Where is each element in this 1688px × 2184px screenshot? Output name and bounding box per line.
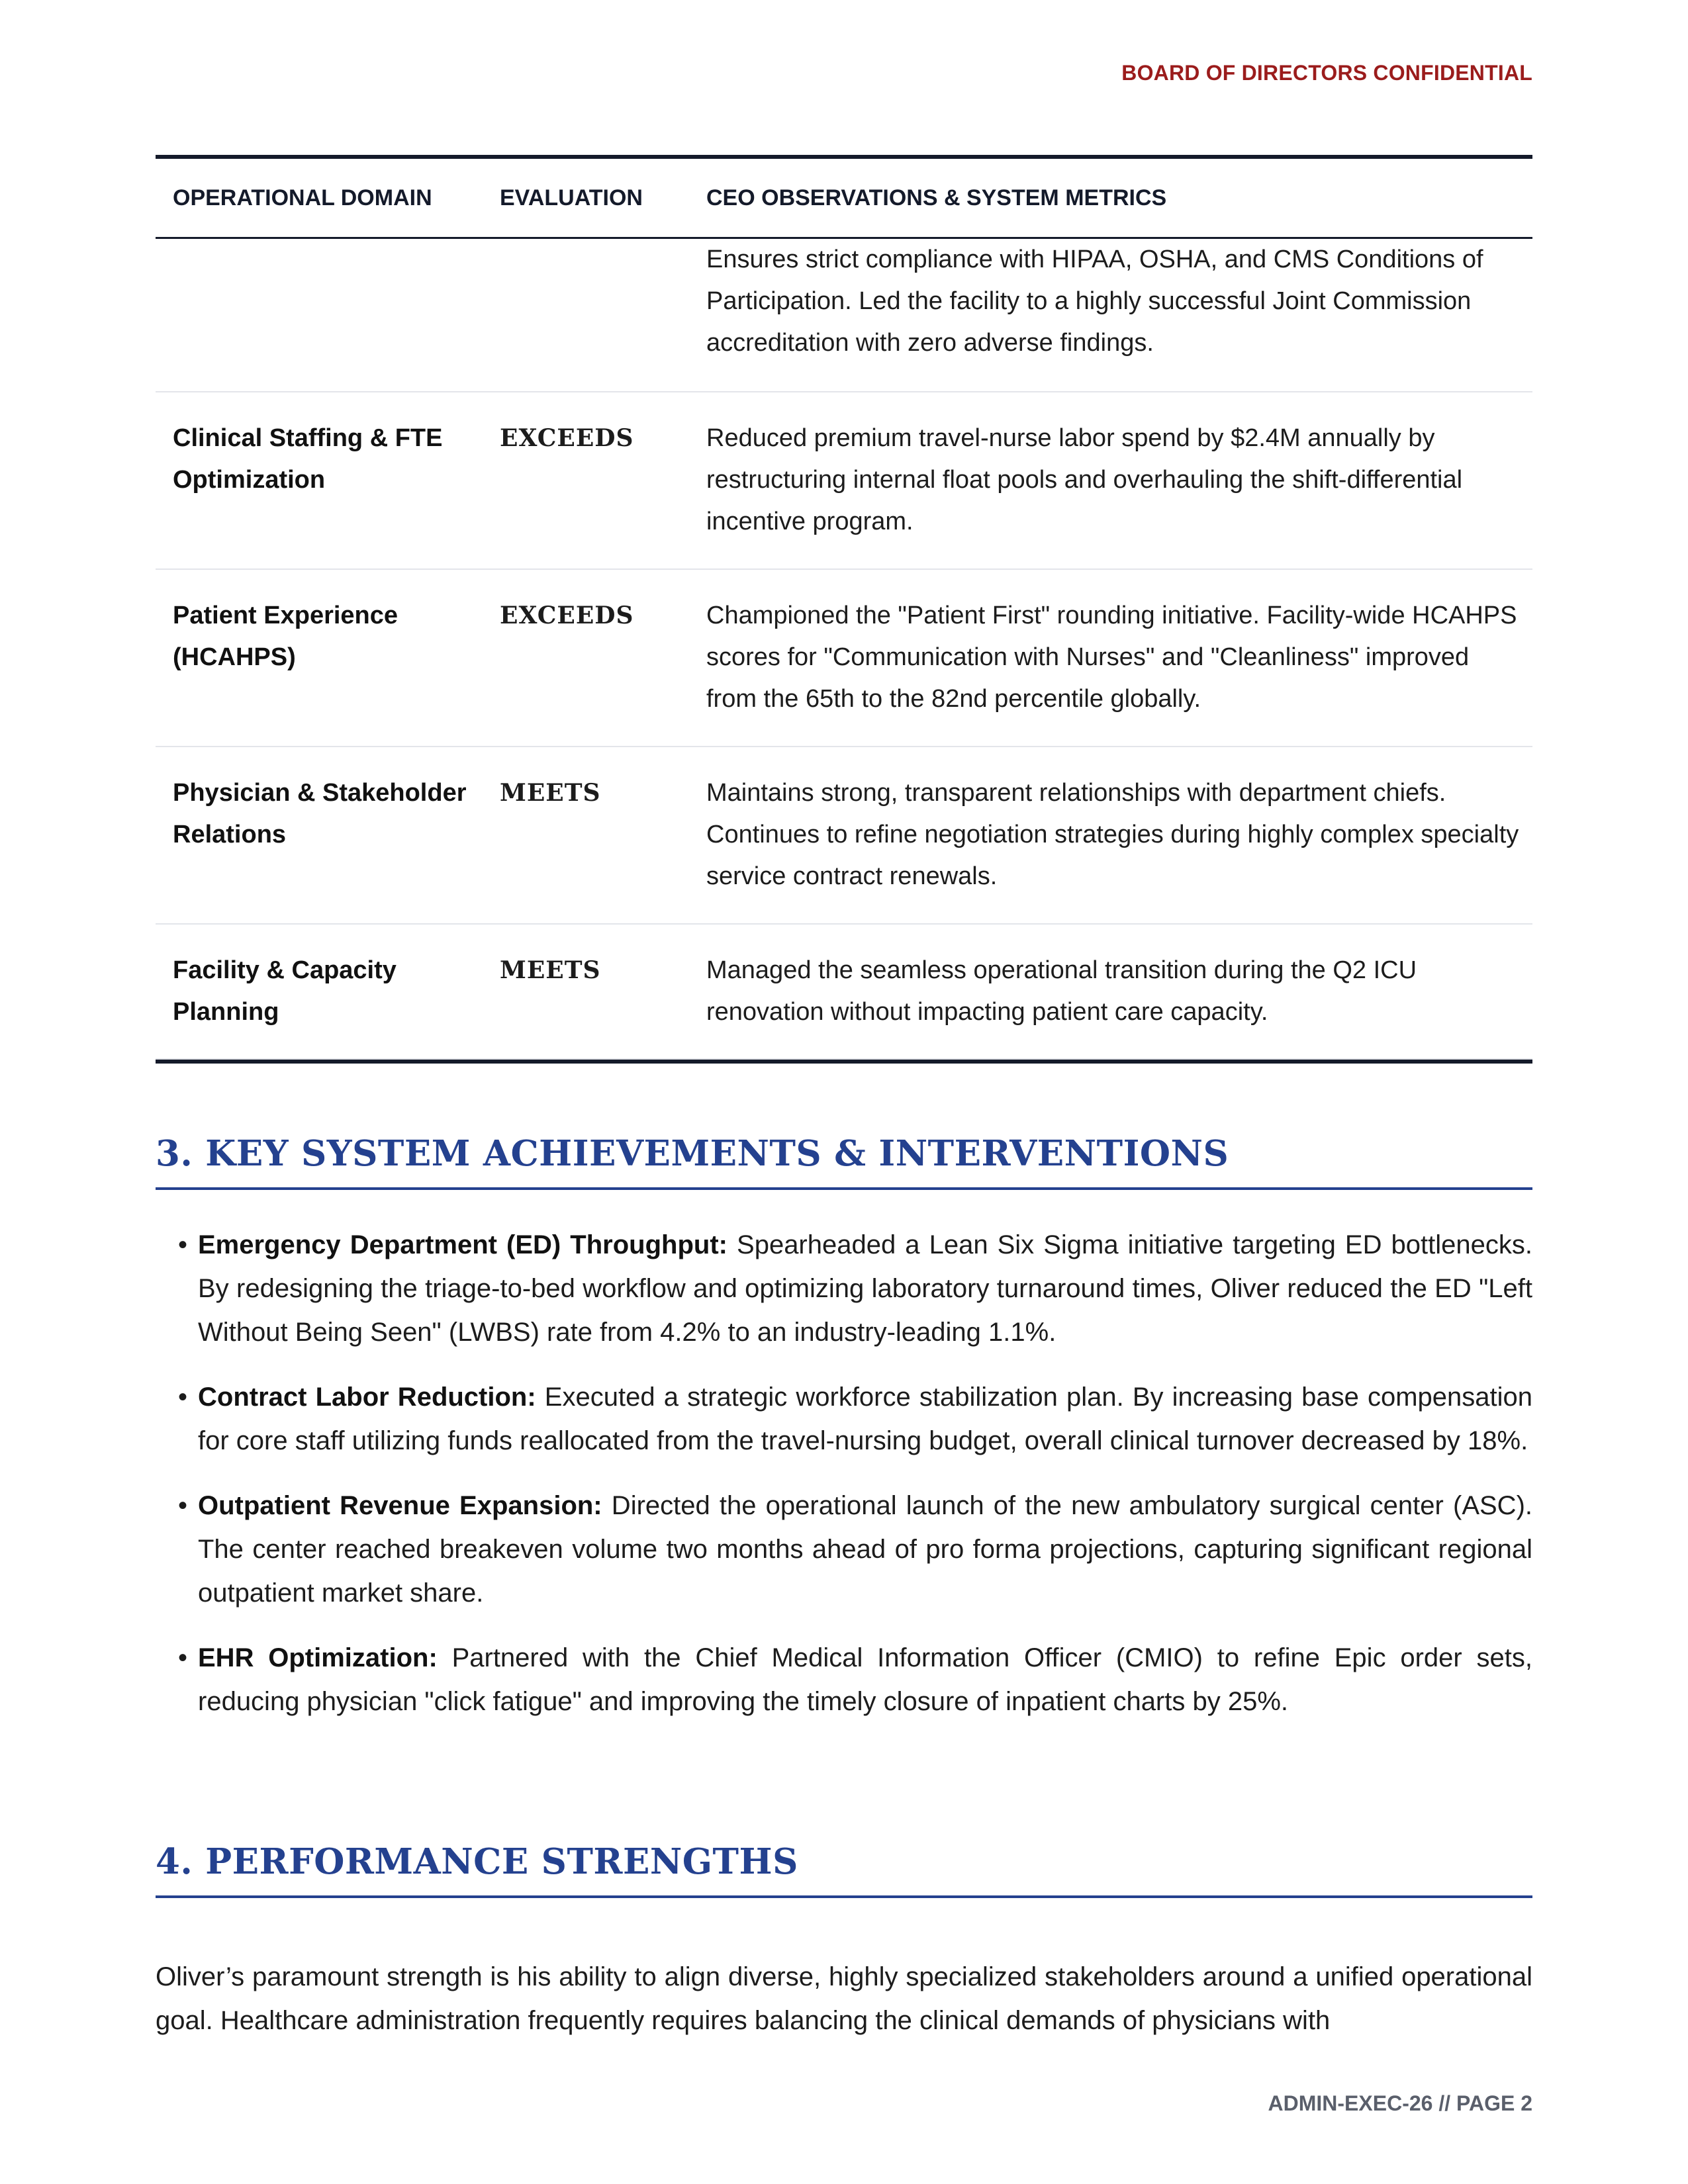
observation-cell: Ensures strict compliance with HIPAA, OSHA, and CMS Conditions of Participation. Led the facility to a highly successful Joint Commission accreditation with zero adverse findings. [706, 246, 1483, 357]
table-row [156, 747, 1532, 925]
observation-cell: Maintains strong, transparent relationships with department chiefs. Continues to refine negotiation strategies during highly complex specialty service contract renewals. [706, 779, 1519, 890]
observation-cell: Championed the "Patient First" rounding initiative. Facility-wide HCAHPS scores for "Communication with Nurses" and "Cleanliness" improved from the 65th to the 82nd percentile globally. [706, 602, 1517, 713]
evaluation-badge: MEETS [500, 956, 601, 984]
list-item [156, 1636, 1532, 1723]
bullet-text: Partnered with the Chief Medical Information Officer (CMIO) to refine Epic order sets, reducing physician "click fatigue" and improving the timely closure of inpatient charts by 25%. [198, 1643, 1532, 1716]
column-header-evaluation: EVALUATION [500, 185, 643, 210]
domain-cell: Physician & Stakeholder Relations [173, 779, 467, 848]
table-bottom-rule [156, 1060, 1532, 1064]
document-page [156, 0, 1532, 2184]
strengths-paragraph: Oliver’s paramount strength is his ability to align diverse, highly specialized stakeholders around a unified operational goal. Healthcare administration frequently requires balancing the clinical demands of physicians with [156, 1962, 1532, 2035]
bullet-lead: EHR Optimization: [198, 1643, 438, 1672]
bullet-lead: Contract Labor Reduction: [198, 1383, 536, 1412]
column-header-domain: OPERATIONAL DOMAIN [173, 185, 432, 210]
bullet-icon: • [178, 1230, 188, 1259]
bullet-icon: • [178, 1643, 188, 1672]
table-row [156, 239, 1532, 392]
bullet-text: Spearheaded a Lean Six Sigma initiative targeting ED bottlenecks. By redesigning the triage-to-bed workflow and optimizing laboratory turnaround times, Oliver reduced the ED "Left Without Being Seen" (LWBS) rate from 4.2% to an industry-leading 1.1%. [198, 1230, 1533, 1347]
column-header-observations: CEO OBSERVATIONS & SYSTEM METRICS [706, 185, 1167, 210]
table-row [156, 925, 1532, 1060]
page-footer: ADMIN-EXEC-26 // PAGE 2 [1268, 2091, 1532, 2115]
bullet-text: Directed the operational launch of the new ambulatory surgical center (ASC). The center reached breakeven volume two months ahead of pro forma projections, capturing significant regional outpatient market share. [198, 1491, 1532, 1608]
list-item [156, 1484, 1532, 1615]
bullet-text: Executed a strategic workforce stabilization plan. By increasing base compensation for core staff utilizing funds reallocated from the travel-nursing budget, overall clinical turnover decreased by 18%. [198, 1383, 1532, 1455]
observation-cell: Reduced premium travel-nurse labor spend by $2.4M annually by restructuring internal float pools and overhauling the shift-differential incentive program. [706, 424, 1463, 535]
table-header [156, 159, 1532, 239]
section-heading-strengths: 4. PERFORMANCE STRENGTHS [156, 1841, 1532, 1898]
achievements-list [156, 1223, 1532, 1745]
evaluation-badge: EXCEEDS [500, 424, 634, 452]
table-row [156, 392, 1532, 570]
domain-cell: Clinical Staffing & FTE Optimization [173, 424, 443, 494]
domain-cell: Patient Experience (HCAHPS) [173, 602, 399, 671]
evaluation-badge: EXCEEDS [500, 602, 634, 629]
list-item [156, 1223, 1532, 1354]
domain-cell: Facility & Capacity Planning [173, 956, 397, 1026]
bullet-lead: Outpatient Revenue Expansion: [198, 1491, 602, 1520]
bullet-icon: • [178, 1491, 188, 1520]
list-item [156, 1375, 1532, 1463]
confidential-label: BOARD OF DIRECTORS CONFIDENTIAL [1121, 61, 1532, 85]
evaluation-table [156, 155, 1532, 1064]
bullet-icon: • [178, 1383, 188, 1412]
evaluation-badge: MEETS [500, 779, 601, 807]
table-row [156, 570, 1532, 747]
observation-cell: Managed the seamless operational transition during the Q2 ICU renovation without impacting patient care capacity. [706, 956, 1417, 1026]
bullet-lead: Emergency Department (ED) Throughput: [198, 1230, 727, 1259]
section-heading-achievements: 3. KEY SYSTEM ACHIEVEMENTS & INTERVENTIONS [156, 1133, 1532, 1190]
